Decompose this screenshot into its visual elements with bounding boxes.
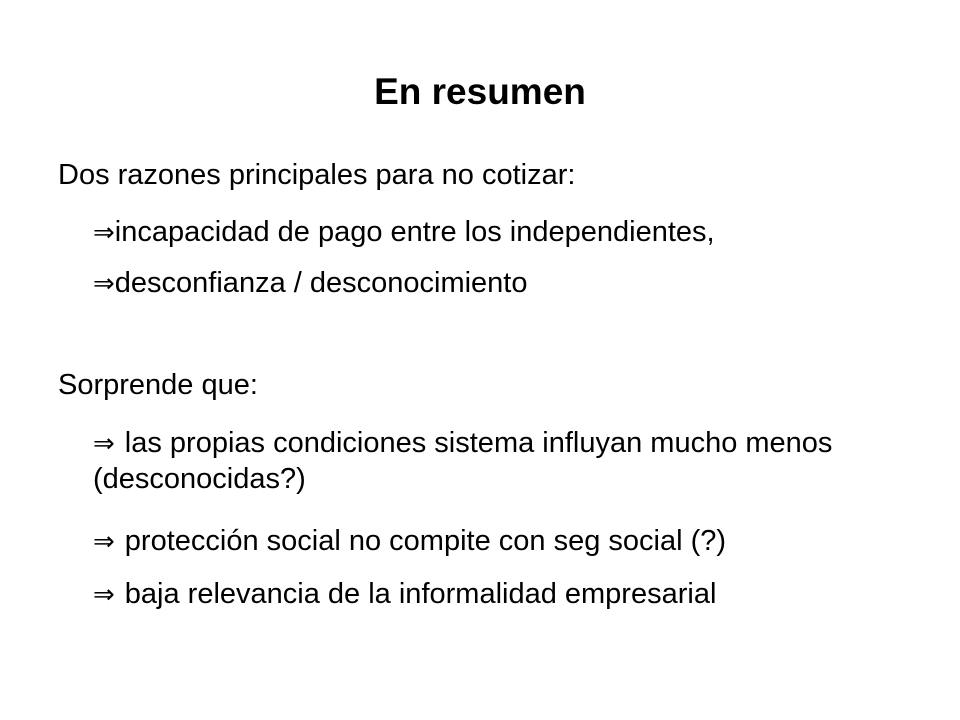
implies-arrow-icon: ⇒ bbox=[93, 527, 115, 557]
implies-arrow-icon: ⇒ bbox=[93, 580, 115, 610]
implies-arrow-icon: ⇒ bbox=[93, 429, 115, 459]
implies-arrow-icon: ⇒ bbox=[93, 218, 115, 248]
section2-item-1-text: las propias condiciones sistema influyan mucho menos (desconocidas?) bbox=[93, 427, 833, 495]
section1-heading: Dos razones principales para no cotizar: bbox=[58, 159, 576, 191]
section2-heading: Sorprende que: bbox=[58, 369, 258, 401]
section1-item-2 bbox=[93, 266, 528, 302]
section1-item-1 bbox=[93, 215, 715, 251]
section2-item-2 bbox=[93, 524, 726, 560]
implies-arrow-icon: ⇒ bbox=[93, 269, 115, 299]
section1-item-1-text: incapacidad de pago entre los independientes, bbox=[114, 216, 715, 248]
section1-item-2-text: desconfianza / desconocimiento bbox=[114, 267, 528, 299]
slide-title: En resumen bbox=[374, 71, 586, 112]
section2-item-1 bbox=[93, 426, 893, 497]
section2-item-3-text: baja relevancia de la informalidad empresarial bbox=[124, 578, 717, 610]
section2-item-3 bbox=[93, 577, 716, 613]
section2-item-2-text: protección social no compite con seg social (?) bbox=[124, 525, 727, 557]
